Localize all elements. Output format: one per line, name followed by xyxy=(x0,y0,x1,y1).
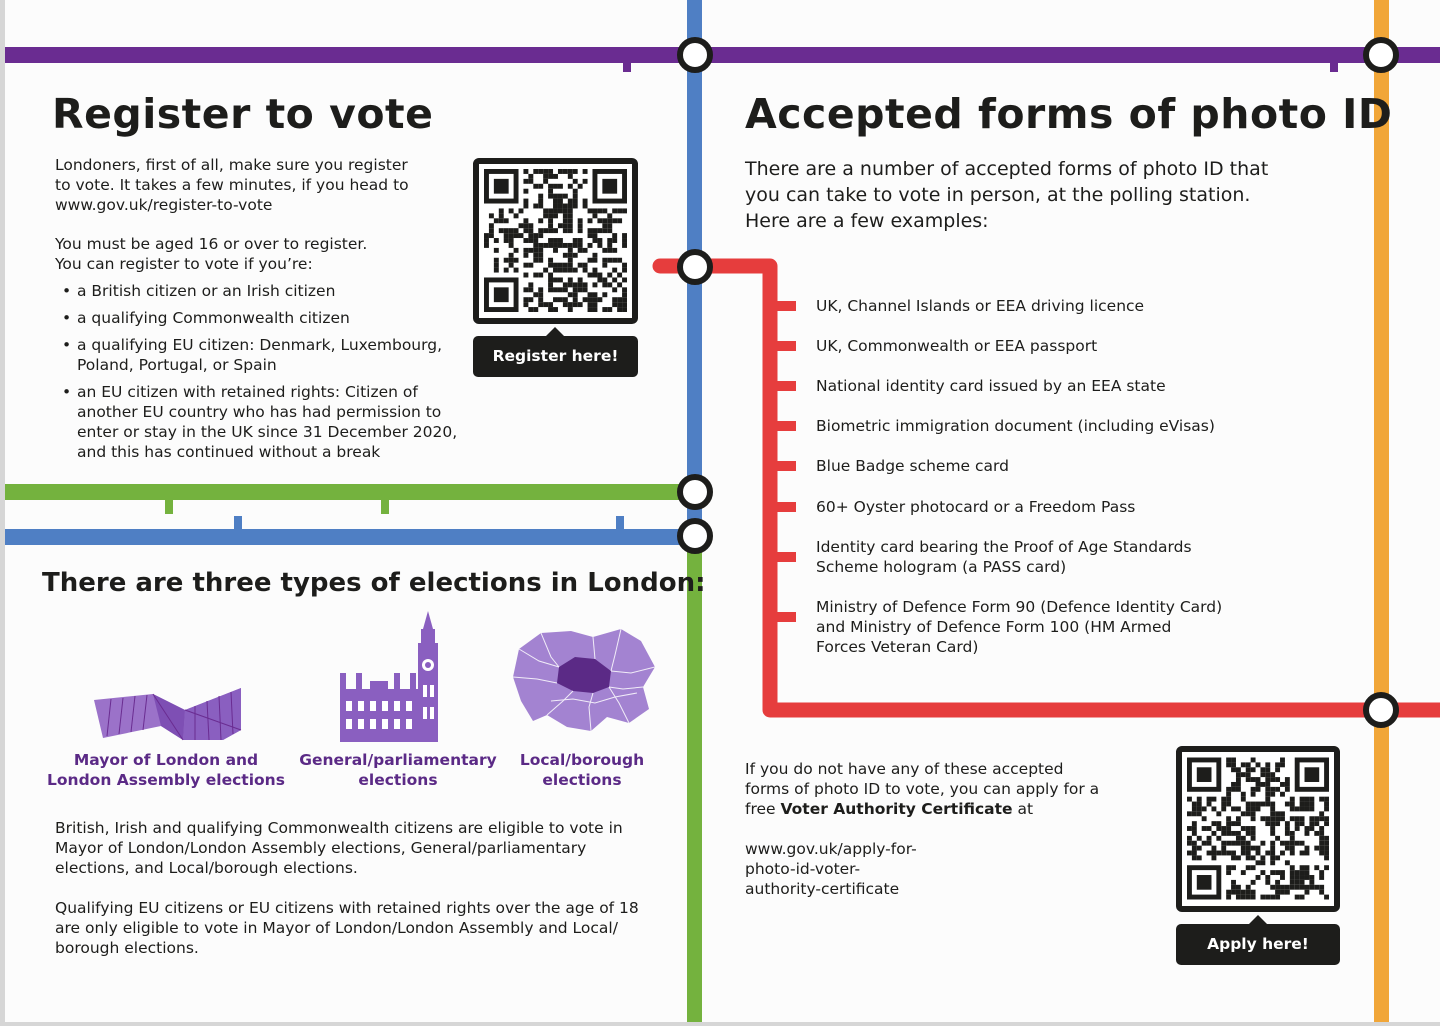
vac-url[interactable] xyxy=(745,839,1045,899)
register-intro-line: Londoners, first of all, make sure you register xyxy=(55,156,408,174)
photo-id-intro xyxy=(745,156,1365,234)
register-button-notch xyxy=(546,327,564,336)
register-age-line: You must be aged 16 or over to register. xyxy=(55,235,368,253)
photo-id-line: Forces Veteran Card) xyxy=(816,638,979,656)
photo-id-line: and Ministry of Defence Form 100 (HM Armed xyxy=(816,618,1172,636)
photo-id-line: Blue Badge scheme card xyxy=(816,457,1009,475)
photo-id-title: Accepted forms of photo ID xyxy=(745,90,1393,138)
eligibility-list xyxy=(55,281,485,469)
orange-vertical-line xyxy=(1374,0,1389,1022)
photo-id-item xyxy=(816,416,1215,436)
eligibility-item xyxy=(55,382,485,462)
apply-here-button[interactable]: Apply here! xyxy=(1176,924,1340,965)
photo-id-line: Scheme hologram (a PASS card) xyxy=(816,558,1067,576)
photo-id-item xyxy=(816,537,1192,577)
interchange-circle xyxy=(1366,695,1396,725)
local-election-label xyxy=(507,750,657,790)
election-label-line: General/parliamentary xyxy=(299,751,497,769)
register-age-line: You can register to vote if you’re: xyxy=(55,255,313,273)
eligibility-line: another EU country who has had permission to xyxy=(77,403,442,421)
elections-title: There are three types of elections in London: xyxy=(42,568,706,598)
voting-leaflet-page xyxy=(5,0,1440,1022)
eligibility-line: enter or stay in the UK since 31 December 2020, xyxy=(77,423,458,441)
general-election-label xyxy=(295,750,501,790)
eligibility-item xyxy=(55,281,485,301)
election-label-line: elections xyxy=(358,771,438,789)
election-label-line: London Assembly elections xyxy=(47,771,285,789)
vac-url-line[interactable]: photo-id-voter- xyxy=(745,860,861,878)
vac-line: forms of photo ID to vote, you can apply for a xyxy=(745,780,1100,798)
eligibility-item xyxy=(55,308,485,328)
apply-button-notch xyxy=(1249,915,1267,924)
register-intro xyxy=(55,155,455,215)
london-boroughs-map-icon xyxy=(511,627,655,733)
elections-para-line: are only eligible to vote in Mayor of London/London Assembly and Local/ xyxy=(55,919,618,937)
vac-text xyxy=(745,759,1125,819)
purple-horizontal-line xyxy=(5,47,1440,63)
green-vertical-line xyxy=(687,535,702,1022)
interchange-circle xyxy=(680,477,710,507)
photo-id-intro-line: you can take to vote in person, at the polling station. xyxy=(745,184,1251,206)
register-title: Register to vote xyxy=(52,90,434,138)
photo-id-item xyxy=(816,597,1222,657)
eligibility-item xyxy=(55,335,485,375)
vac-suffix: at xyxy=(1012,800,1034,818)
register-qr-code[interactable] xyxy=(473,158,638,324)
photo-id-line: 60+ Oyster photocard or a Freedom Pass xyxy=(816,498,1136,516)
eligibility-line: Poland, Portugal, or Spain xyxy=(77,356,277,374)
vac-line xyxy=(745,799,1125,819)
photo-id-line: Biometric immigration document (including eVisas) xyxy=(816,417,1215,435)
qr-code-icon xyxy=(1187,757,1329,900)
qr-code-icon xyxy=(484,169,627,312)
vac-certificate-name: Voter Authority Certificate xyxy=(780,800,1013,818)
photo-id-item xyxy=(816,497,1135,517)
elections-para-line: Qualifying EU citizens or EU citizens with retained rights over the age of 18 xyxy=(55,899,639,917)
elections-paragraph-1 xyxy=(55,818,675,878)
photo-id-line: Identity card bearing the Proof of Age Standards xyxy=(816,538,1192,556)
blue-horizontal-line xyxy=(5,529,695,545)
interchange-circle xyxy=(1366,40,1396,70)
photo-id-line: Ministry of Defence Form 90 (Defence Identity Card) xyxy=(816,598,1223,616)
elections-para-line: Mayor of London/London Assembly elections, General/parliamentary xyxy=(55,839,587,857)
eligibility-line: • a qualifying Commonwealth citizen xyxy=(77,309,350,327)
interchange-circle xyxy=(680,521,710,551)
register-intro-line: to vote. It takes a few minutes, if you head to xyxy=(55,176,409,194)
elections-para-line: elections, and Local/borough elections. xyxy=(55,859,358,877)
interchange-circle xyxy=(680,252,710,282)
photo-id-line: UK, Commonwealth or EEA passport xyxy=(816,337,1098,355)
photo-id-line: National identity card issued by an EEA state xyxy=(816,377,1166,395)
photo-id-intro-line: There are a number of accepted forms of photo ID that xyxy=(745,158,1269,180)
vac-line: If you do not have any of these accepted xyxy=(745,760,1064,778)
photo-id-item xyxy=(816,336,1097,356)
city-hall-icon xyxy=(91,684,243,742)
photo-id-intro-line: Here are a few examples: xyxy=(745,210,989,232)
interchange-circle xyxy=(680,40,710,70)
photo-id-line: UK, Channel Islands or EEA driving licence xyxy=(816,297,1145,315)
eligibility-line: • a British citizen or an Irish citizen xyxy=(77,282,336,300)
elections-paragraph-2 xyxy=(55,898,675,958)
photo-id-item xyxy=(816,296,1144,316)
eligibility-line: and this has continued without a break xyxy=(77,443,381,461)
photo-id-item xyxy=(816,376,1166,396)
mayor-election-label xyxy=(47,750,285,790)
big-ben-parliament-icon xyxy=(340,611,444,742)
eligibility-line: • an EU citizen with retained rights: Citizen of xyxy=(77,383,418,401)
elections-para-line: British, Irish and qualifying Commonwealth citizens are eligible to vote in xyxy=(55,819,623,837)
register-url[interactable]: www.gov.uk/register-to-vote xyxy=(55,196,273,214)
apply-qr-code[interactable] xyxy=(1176,746,1340,912)
eligibility-line: • a qualifying EU citizen: Denmark, Luxembourg, xyxy=(77,336,442,354)
vac-url-line[interactable]: www.gov.uk/apply-for- xyxy=(745,840,917,858)
elections-para-line: borough elections. xyxy=(55,939,199,957)
vac-url-line[interactable]: authority-certificate xyxy=(745,880,900,898)
green-horizontal-line xyxy=(5,484,695,500)
register-age-text xyxy=(55,234,475,274)
register-here-button[interactable]: Register here! xyxy=(473,336,638,377)
vac-prefix: free xyxy=(745,800,781,818)
election-label-line: Mayor of London and xyxy=(73,751,259,769)
election-label-line: Local/borough xyxy=(519,751,645,769)
photo-id-item xyxy=(816,456,1009,476)
election-label-line: elections xyxy=(542,771,622,789)
